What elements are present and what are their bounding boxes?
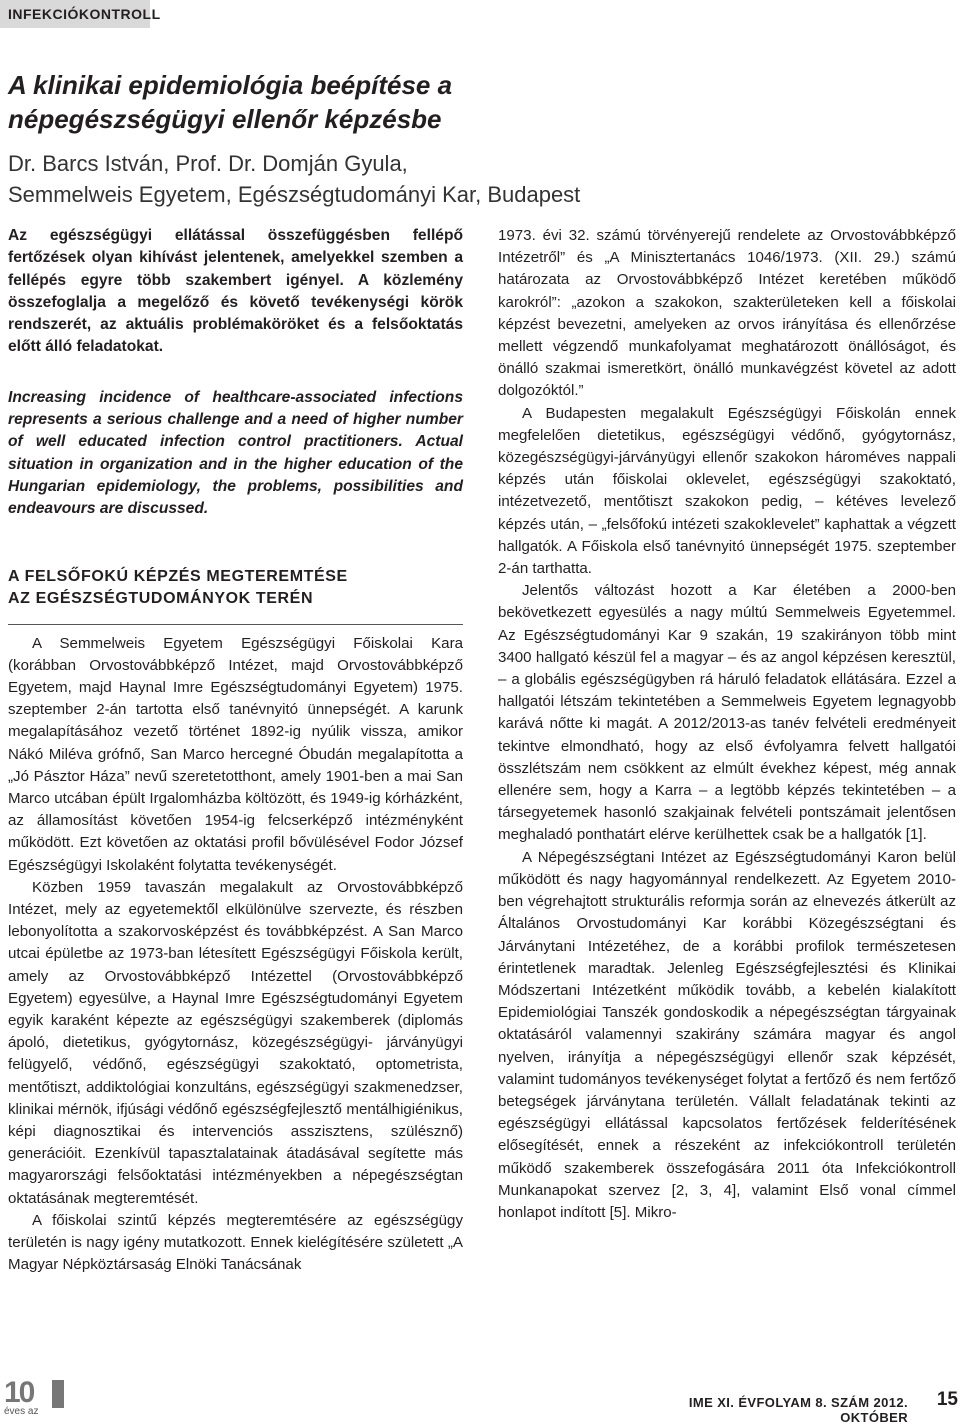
logo-number: 10 <box>4 1376 34 1409</box>
anniversary-logo <box>4 1378 68 1418</box>
abstract-english: Increasing incidence of healthcare-associated infections represents a serious challenge and a need of higher number of well educated infection control practitioners. Actual situation in organization and in the higher education of the Hungarian epidemiology, the problems, possibilities and endeavours are discussed. <box>8 388 463 518</box>
logo-caption: éves az <box>4 1406 39 1417</box>
abstract-hungarian: Az egészségügyi ellátással összefüggésben fellépő fertőzések olyan kihívást jelentenek, amelyekkel szemben a fellépés egyre több szakembert igényel. A közlemény összefoglalja a megelőző és követő tevékenységi körök rendszerét, az aktuális problémaköröket és a felsőoktatás előtt álló feladatokat. <box>8 227 463 356</box>
article-title: A klinikai epidemiológia beépítése a népegészségügyi ellenőr képzésbe <box>8 70 453 134</box>
right-column <box>498 225 956 1224</box>
section-tag: INFEKCIÓKONTROLL <box>0 0 150 28</box>
article-authors <box>8 148 628 210</box>
left-column <box>8 225 463 1276</box>
page-number: 15 <box>936 1389 958 1410</box>
logo-brand-mark <box>52 1380 64 1408</box>
body-paragraph: 1973. évi 32. számú törvényerejű rendelete az Orvostovábbképző Intézetről” és „A Minisztertanács 1046/1973. (XII. 29.) számú határozata az Orvostovábbképző Intézet keretében működő karokról”: „azokon a szakokon, szakterületeken kell a főiskolai képzést bevezetni, amelyeken az orvos irányítása és ellenőrzése mellett végzendő munkafolyamat meghatározott önállóságot, és önálló szakmai ismeretkört, önálló munkavégzést követel az adott dolgozóktól.” <box>498 227 956 400</box>
body-paragraph: A főiskolai szintű képzés megteremtésére az egészségügy területén is nagy igény mutatkozott. Ennek kielégítésére született „A Magyar Népköztársaság Elnöki Tanácsának <box>8 1211 463 1274</box>
authors-affiliation: Semmelweis Egyetem, Egészségtudományi Kar, Budapest <box>8 182 581 207</box>
authors-names: Dr. Barcs István, Prof. Dr. Domján Gyula, <box>8 151 408 176</box>
body-paragraph: Jelentős változást hozott a Kar életében a 2000-ben bekövetkezett egyesülés a nagy múltú Semmelweis Egyetemmel. Az Egészségtudományi Kar 9 szakán, 19 szakirányon több mint 3400 hallgató készül fel a magyar – és az angol képzésen keresztül, – a globális egészségügyben rá háruló feladatok ellátására. Ezzel a hallgatói létszám tekintetében a Semmelweis Egyetem legnagyobb karává nőtte ki magát. A 2012/2013-as tanév felvételi eredményeit tekintve elmondható, hogy az első évfolyamra felvett hallgatói összlétszám nem csökkent az elmúlt évekhez képest, még annak ellenére sem, hogy a Karra – a legtöbb képzés tekintetében – a társegyetemek hasonló szakjainak felvételi pontszámait jelentősen meghaladó ponthatárt elérve kerülhettek csak be a hallgatók [1]. <box>498 582 956 844</box>
section-heading-line1: A FELSŐFOKÚ KÉPZÉS MEGTEREMTÉSE <box>8 567 348 585</box>
section-heading-line2: AZ EGÉSZSÉGTUDOMÁNYOK TERÉN <box>8 589 314 607</box>
journal-info: IME XI. ÉVFOLYAM 8. SZÁM 2012. OKTÓBER <box>688 1395 908 1425</box>
body-paragraph: A Budapesten megalakult Egészségügyi Főiskolán ennek megfelelően dietetikus, egészségügyi védőnő, gyógytornász, közegészségügyi-járványügyi ellenőr szakokon hároméves nappali képzés után főiskolai oklevelet, egészségügyi szakoktató, intézetvezető, mentőtiszt szakokon pedig, – kétéves levelező képzés után, – „felsőfokú intézeti szakoklevelet” kaphattak a végzett hallgatók. A Főiskola első tanévnyitó ünnepségét 1975. szeptember 2-án tarthatta. <box>498 404 956 578</box>
body-paragraph: A Semmelweis Egyetem Egészségügyi Főiskolai Kara (korábban Orvostovábbképző Intézet, majd Orvostovábbképző Egyetem, majd Haynal Imre Egészségtudományi Egyetem) 1975. szeptember 2-án tartotta első tanévnyitó ünnepségét. A karunk megalapításához vezető történet 1892-ig nyúlik vissza, amikor Nákó Miléva grófnő, San Marco hercegné Óbudán megalapította a „Jó Pásztor Háza” nevű szeretetotthont, amely 1901-ben a mai San Marco utcában épült Irgalomházba költözött, és 1949-ig kórházként, az államosítást követően 1954-ig felcserképző intézményként működött. Ezt követően az oktatási profil bővülésével Fodor József Egészségügyi Iskolaként folytatta tevékenységét. <box>8 634 463 874</box>
body-paragraph: A Népegészségtani Intézet az Egészségtudományi Karon belül működött és nagy hagyománnyal rendelkezett. Az Egyetem 2010-ben végrehajtott strukturális reformja során az elnevezés átkerült az Általános Orvostudományi Kar korábbi Közegészségtani és Járványtani Intézetéhez, de a korábbi profilok természetesen érintetlenek maradtak. Jelenleg Egészségfejlesztési és Klinikai Módszertani Intézetként működik tovább, a kebelén kialakított Epidemiológiai Tanszék gondoskodik a népegészségtan tárgyainak oktatásáról valamennyi szakirány számára magyar és angol nyelven, irányítja a népegészségügyi ellenőr szak képzését, valamint tudományos tevékenységet folytat a fertőző és nem fertőző betegségek járványtana területén. Vállalt feladatának tekinti az egészségügyi ellátással kapcsolatos fertőzések felderítésének elősegítését, ennek a részeként az infekciókontroll területén működő szakemberek összefogására 2011 óta Infekciókontroll Munkanapokat szervez [2, 3, 4], valamint Első vonal címmel honlapot indított [5]. Mikro- <box>498 848 956 1221</box>
section-heading <box>8 566 463 625</box>
body-paragraph: Közben 1959 tavaszán megalakult az Orvostovábbképző Intézet, mely az egyetemektől elkülönülve szervezte, és részben lebonyolította a szakorvosképzést és továbbképzést. A San Marco utcai épületbe az 1973-ban létesített Egészségügyi Főiskola került, amely az Orvostovábbképző Intézettel (Orvostovábbképző Egyetem) egyesülve, a Haynal Imre Egészségtudományi Egyetem egyik karaként képezte az egészségügyi szakemberek (diplomás ápoló, dietetikus, gyógytornász, közegészségügyi- járványügyi felügyelő, védőnő, egészségügyi szakoktató, optometrista, mentőtiszt, addiktológiai konzultáns, egészségügyi szakmenedzser, klinikai mérnök, ifjúsági védőnő egészségfejlesztő mentálhigiénikus, képi diagnosztikai és intervenciós asszisztens, szülésznő) generációit. Ezenkívül tapasztalatainak átadásával segítette más magyarországi felsőoktatási intézményekben a népegészségtan oktatásának megteremtését. <box>8 878 463 1207</box>
